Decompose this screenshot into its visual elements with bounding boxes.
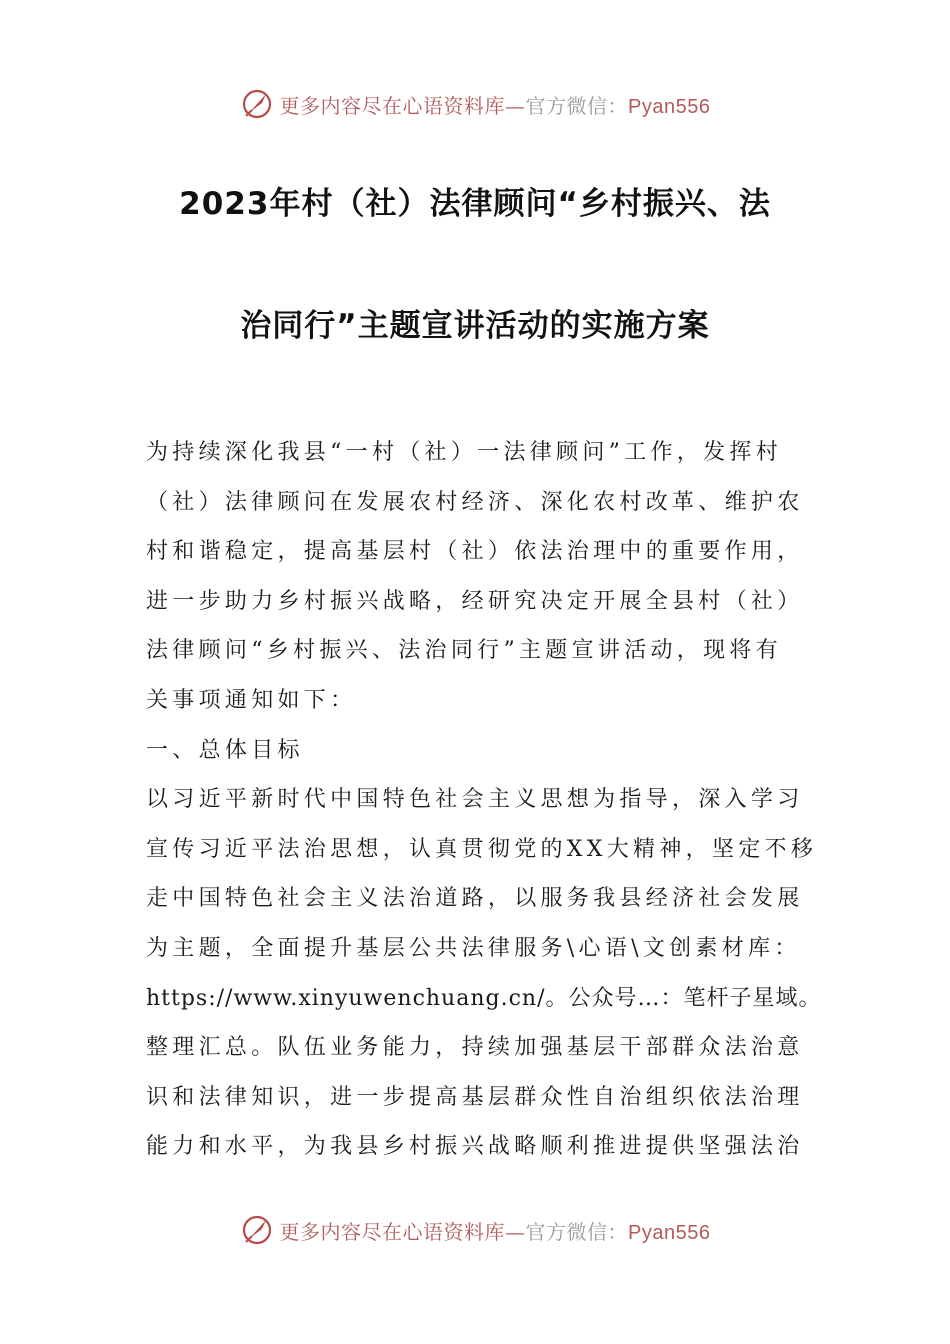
body-line-url: https://www.xinyuwenchuang.cn/。公众号…：笔杆子星域。 xyxy=(146,985,822,1011)
watermark-wechat-id: Pyan556 xyxy=(628,1221,711,1244)
watermark-official-label: 官方微信： xyxy=(525,93,629,118)
body-line: 走中国特色社会主义法治道路，以服务我县经济社会发展 xyxy=(146,886,804,912)
watermark-main-text: 更多内容尽在心语资料库 xyxy=(279,93,506,118)
body-line: 宣传习近平法治思想，认真贯彻党的XX大精神，坚定不移 xyxy=(146,836,818,862)
quill-logo-icon xyxy=(240,87,274,121)
body-line: 村和谐稳定，提高基层村（社）依法治理中的重要作用， xyxy=(146,539,804,565)
watermark-text xyxy=(280,90,711,119)
body-line: 关事项通知如下： xyxy=(146,687,357,713)
section-heading: 一、总体目标 xyxy=(146,737,304,763)
body-line: 整理汇总。队伍业务能力，持续加强基层干部群众法治意 xyxy=(146,1035,804,1061)
document-body xyxy=(146,428,822,1172)
watermark-wechat-id: Pyan556 xyxy=(628,95,711,118)
body-line: 进一步助力乡村振兴战略，经研究决定开展全县村（社） xyxy=(146,588,804,614)
body-line: 法律顾问“乡村振兴、法治同行”主题宣讲活动，现将有 xyxy=(146,638,782,664)
watermark-banner-bottom xyxy=(0,1210,950,1250)
body-line: （社）法律顾问在发展农村经济、深化农村改革、维护农 xyxy=(146,489,804,515)
document-title-line-1: 2023年村（社）法律顾问“乡村振兴、法 xyxy=(179,186,771,222)
body-line: 以习近平新时代中国特色社会主义思想为指导，深入学习 xyxy=(146,787,804,813)
watermark-dash: — xyxy=(505,93,526,118)
document-title-line-2: 治同行”主题宣讲活动的实施方案 xyxy=(240,308,710,344)
watermark-main-text: 更多内容尽在心语资料库 xyxy=(279,1219,506,1244)
body-line: 为持续深化我县“一村（社）一法律顾问”工作，发挥村 xyxy=(146,440,782,465)
body-line: 为主题，全面提升基层公共法律服务\心语\文创素材库： xyxy=(146,935,801,961)
quill-logo-icon xyxy=(240,1213,274,1247)
watermark-official-label: 官方微信： xyxy=(525,1219,629,1244)
watermark-dash: — xyxy=(505,1219,526,1244)
body-line: 能力和水平，为我县乡村振兴战略顺利推进提供坚强法治 xyxy=(146,1134,804,1160)
body-line: 识和法律知识，进一步提高基层群众性自治组织依法治理 xyxy=(146,1084,804,1110)
watermark-text xyxy=(280,1216,711,1245)
watermark-banner-top xyxy=(0,84,950,124)
